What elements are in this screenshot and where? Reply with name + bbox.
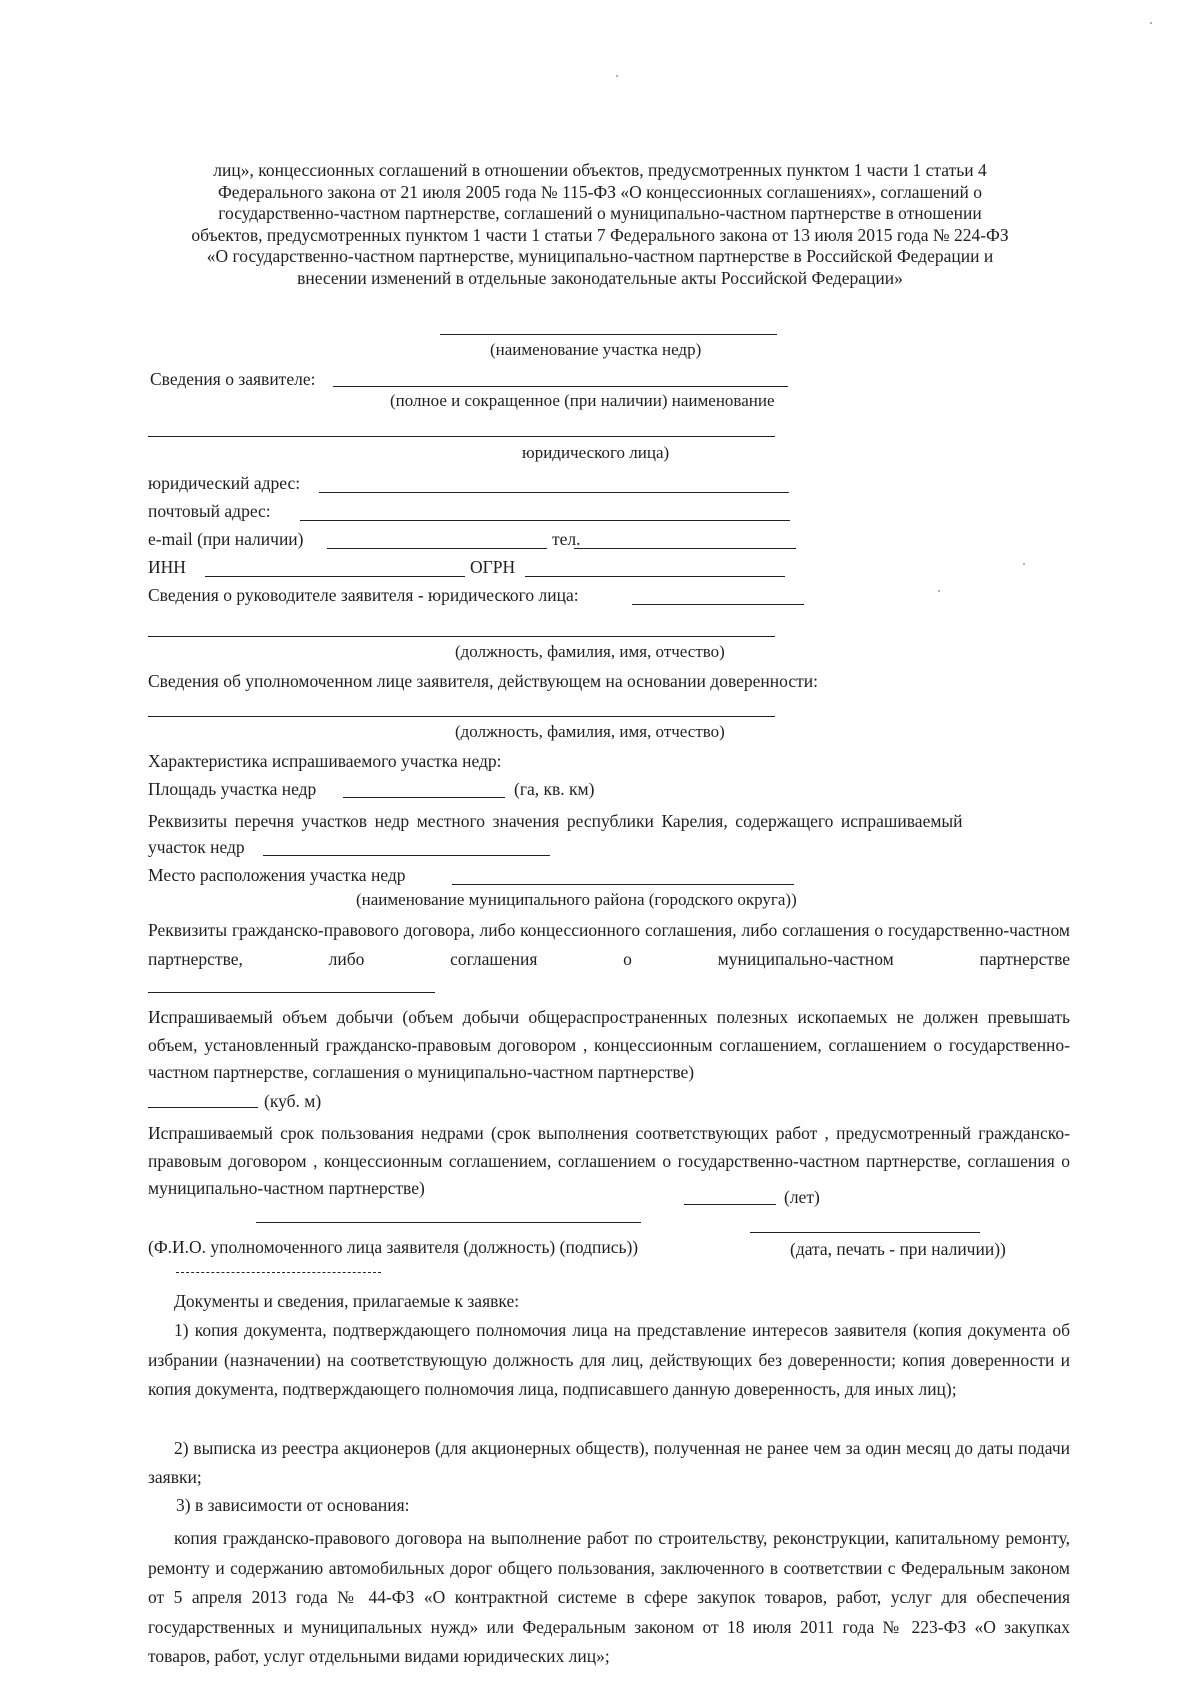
registry-field[interactable]: [263, 855, 550, 856]
head-field-2[interactable]: [148, 636, 775, 637]
applicant-caption-2: юридического лица): [522, 443, 670, 462]
head-field[interactable]: [632, 604, 804, 605]
legal-address-label: юридический адрес:: [148, 473, 301, 493]
signature-caption: (Ф.И.О. уполномоченного лица заявителя (должность) (подпись)): [148, 1237, 639, 1257]
documents-item-3a: копия гражданско-правового договора на выполнение работ по строительству, реконструкции, капитальному ремонту, ремонту и содержанию автомобильных дорог общего пользования, заключенного в соответствии с Федеральным законом от 5 апреля 2013 года № 44-ФЗ «О контрактной системе в сфере закупок товаров, работ, услуг для обеспечения государственных и муниципальных нужд» или Федеральным законом от 18 июля 2011 года № 223-ФЗ «О закупках товаров, работ, услуг отдельными видами юридических лиц»;: [148, 1528, 1070, 1666]
scan-speck: [1150, 22, 1152, 24]
proxy-caption: (должность, фамилия, имя, отчество): [455, 722, 725, 741]
heading-line: Федерального закона от 21 июля 2005 года № 115-ФЗ «О концессионных соглашениях», соглашений о: [217, 181, 983, 202]
term-text: Испрашиваемый срок пользования недрами (срок выполнения соответствующих работ , предусмотренный гражданско-правовым договором , концессионным соглашением, соглашением о государственно-частном партнерстве, соглашения о муниципально-частном партнерстве): [148, 1123, 1070, 1198]
contract-text: Реквизиты гражданско-правового договора, либо концессионного соглашения, либо соглашения о государственно-частном партнерстве, либо соглашения о муниципально-частном партнерстве: [148, 920, 1070, 969]
date-caption: (дата, печать - при наличии)): [790, 1239, 1006, 1259]
scan-speck: [938, 590, 940, 592]
document-heading: [150, 160, 1050, 289]
ogrn-field[interactable]: [525, 576, 785, 577]
documents-title: Документы и сведения, прилагаемые к заявке:: [174, 1291, 520, 1311]
documents-item-1: 1) копия документа, подтверждающего полномочия лица на представление интересов заявителя (копия документа об избрании (назначении) на соответствующую должность для лиц, действующих без доверенности; копия доверенности и копия документа, подтверждающего полномочия лица, подписавшего данную доверенность, для иных лиц);: [148, 1320, 1070, 1399]
proxy-label: Сведения об уполномоченном лице заявителя, действующем на основании доверенности:: [148, 671, 818, 691]
signature-field[interactable]: [256, 1222, 641, 1223]
heading-line: лиц», концессионных соглашений в отношении объектов, предусмотренных пунктом 1 части 1 статьи 4: [213, 160, 987, 180]
postal-address-field[interactable]: [300, 520, 790, 521]
registry-text-2: участок недр: [148, 837, 245, 857]
heading-line: внесении изменений в отдельные законодательные акты Российской Федерации»: [297, 267, 903, 288]
contract-field[interactable]: [148, 992, 435, 993]
area-unit: (га, кв. км): [514, 779, 595, 799]
heading-line: государственно-частном партнерстве, соглашений о муниципально-частном партнерстве в отношении: [218, 203, 982, 223]
applicant-label: Сведения о заявителе:: [150, 369, 316, 389]
subsoil-name-caption: (наименование участка недр): [490, 340, 702, 359]
inn-field[interactable]: [205, 576, 465, 577]
applicant-name-field[interactable]: [333, 386, 788, 387]
applicant-caption-1: (полное и сокращенное (при наличии) наименование: [390, 391, 775, 410]
volume-unit: (куб. м): [264, 1091, 322, 1111]
phone-label: тел.: [552, 529, 581, 549]
volume-field[interactable]: [148, 1107, 258, 1108]
term-field[interactable]: [684, 1204, 776, 1205]
legal-address-field[interactable]: [319, 492, 789, 493]
head-caption: (должность, фамилия, имя, отчество): [455, 642, 725, 661]
location-label: Место расположения участка недр: [148, 865, 406, 885]
documents-item-3: 3) в зависимости от основания:: [176, 1495, 410, 1515]
scan-speck: [616, 75, 618, 77]
term-unit: (лет): [784, 1187, 820, 1207]
site-characteristic-label: Характеристика испрашиваемого участка недр:: [148, 751, 502, 771]
scan-speck: [1023, 563, 1025, 565]
email-label: e-mail (при наличии): [148, 529, 304, 549]
area-field[interactable]: [343, 797, 505, 798]
applicant-name-field-2[interactable]: [148, 436, 775, 437]
registry-text: Реквизиты перечня участков недр местного значения республики Карелия, содержащего испрашиваемый: [148, 811, 963, 831]
area-label: Площадь участка недр: [148, 779, 317, 799]
date-field[interactable]: [750, 1232, 980, 1233]
proxy-field[interactable]: [148, 716, 775, 717]
location-caption: (наименование муниципального района (городского округа)): [356, 890, 797, 909]
heading-line: объектов, предусмотренных пунктом 1 части 1 статьи 7 Федерального закона от 13 июля 2015 года № 224-ФЗ: [191, 224, 1009, 245]
documents-item-2: 2) выписка из реестра акционеров (для акционерных обществ), полученная не ранее чем за один месяц до даты подачи заявки;: [148, 1438, 1070, 1487]
volume-text: Испрашиваемый объем добычи (объем добычи общераспространенных полезных ископаемых не должен превышать объем, установленный гражданско-правовым договором , концессионным соглашением, соглашением о государственно-частном партнерстве, соглашения о муниципально-частном партнерстве): [148, 1007, 1070, 1082]
subsoil-name-field[interactable]: [440, 334, 777, 335]
postal-address-label: почтовый адрес:: [148, 501, 271, 521]
heading-line: «О государственно-частном партнерстве, муниципально-частном партнерстве в Российской Федерации и: [206, 246, 994, 266]
email-field[interactable]: [327, 548, 547, 549]
phone-field[interactable]: [574, 548, 796, 549]
location-field[interactable]: [452, 884, 794, 885]
ogrn-label: ОГРН: [470, 557, 516, 577]
separator-line: [176, 1272, 381, 1273]
head-label: Сведения о руководителе заявителя - юридического лица:: [148, 585, 579, 605]
inn-label: ИНН: [148, 557, 186, 577]
